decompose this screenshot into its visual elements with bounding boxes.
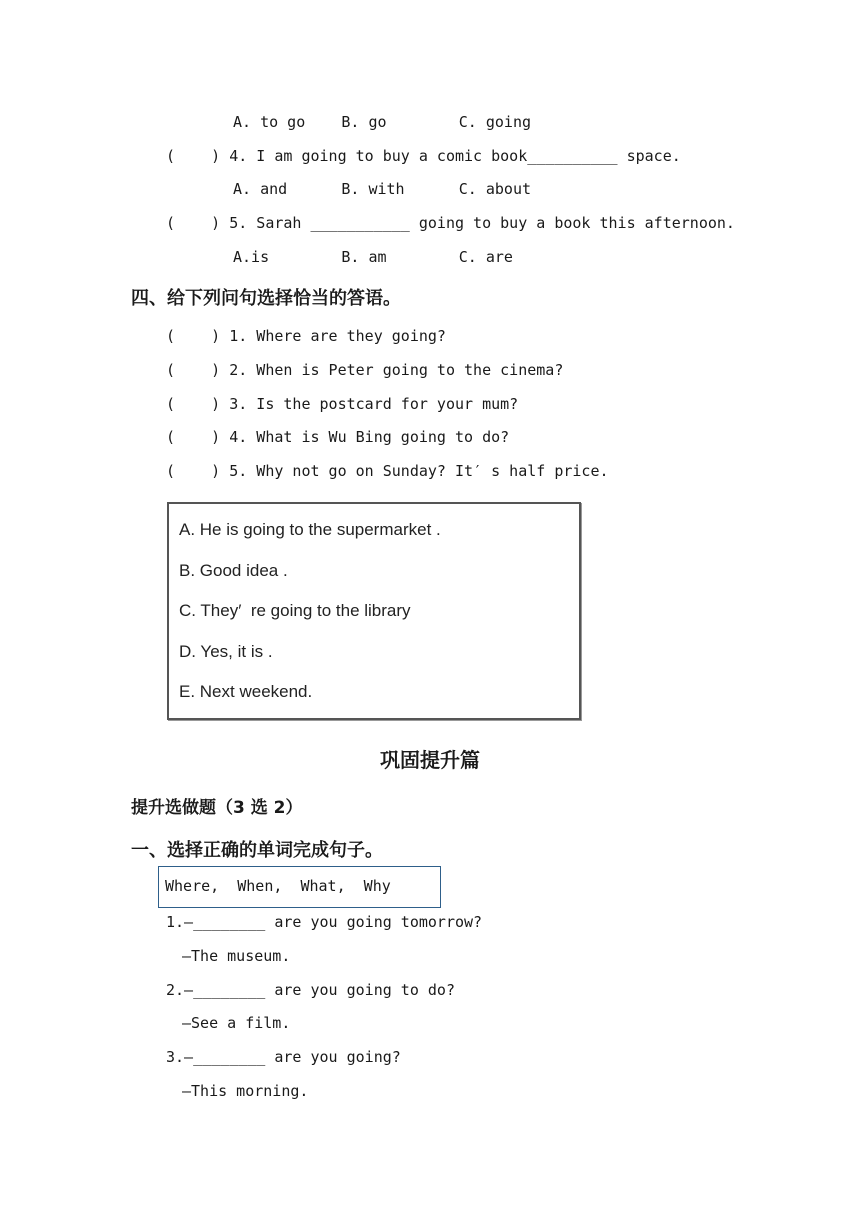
answer-options-box	[167, 502, 581, 720]
fill-question-2: 2.—________ are you going to do?	[166, 981, 455, 999]
answer-option-c: C. They′ re going to the library	[179, 601, 411, 620]
q5-question: ( ) 5. Sarah ___________ going to buy a book this afternoon.	[166, 214, 735, 232]
section4-question-5: ( ) 5. Why not go on Sunday? It′ s half price.	[166, 462, 609, 480]
answer-option-e: E. Next weekend.	[179, 682, 313, 701]
fill-answer-2: —See a film.	[182, 1014, 291, 1032]
section4-heading: 四、给下列问句选择恰当的答语。	[131, 288, 401, 309]
section4-question-2: ( ) 2. When is Peter going to the cinema?	[166, 361, 564, 379]
q5-options: A.is B. am C. are	[233, 248, 513, 266]
section4-question-1: ( ) 1. Where are they going?	[166, 327, 446, 345]
fill-answer-3: —This morning.	[182, 1082, 309, 1100]
consolidation-title: 巩固提升篇	[380, 748, 480, 772]
q4-options: A. and B. with C. about	[233, 180, 532, 198]
answer-option-d: D. Yes, it is .	[179, 642, 273, 661]
word-bank-box	[158, 866, 441, 908]
answer-option-b: B. Good idea .	[179, 561, 288, 580]
consolidation-heading: 一、选择正确的单词完成句子。	[131, 840, 383, 861]
section4-question-4: ( ) 4. What is Wu Bing going to do?	[166, 428, 510, 446]
fill-answer-1: —The museum.	[182, 947, 291, 965]
answer-option-a: A. He is going to the supermarket .	[179, 520, 441, 539]
fill-question-3: 3.—________ are you going?	[166, 1048, 401, 1066]
section4-question-3: ( ) 3. Is the postcard for your mum?	[166, 395, 519, 413]
optional-exercises-subtitle: 提升选做题（3 选 2）	[131, 798, 303, 818]
q3-options: A. to go B. go C. going	[233, 113, 532, 131]
fill-question-1: 1.—________ are you going tomorrow?	[166, 913, 483, 931]
word-bank: Where, When, What, Why	[165, 877, 391, 895]
q4-question: ( ) 4. I am going to buy a comic book__________ space.	[166, 147, 681, 165]
